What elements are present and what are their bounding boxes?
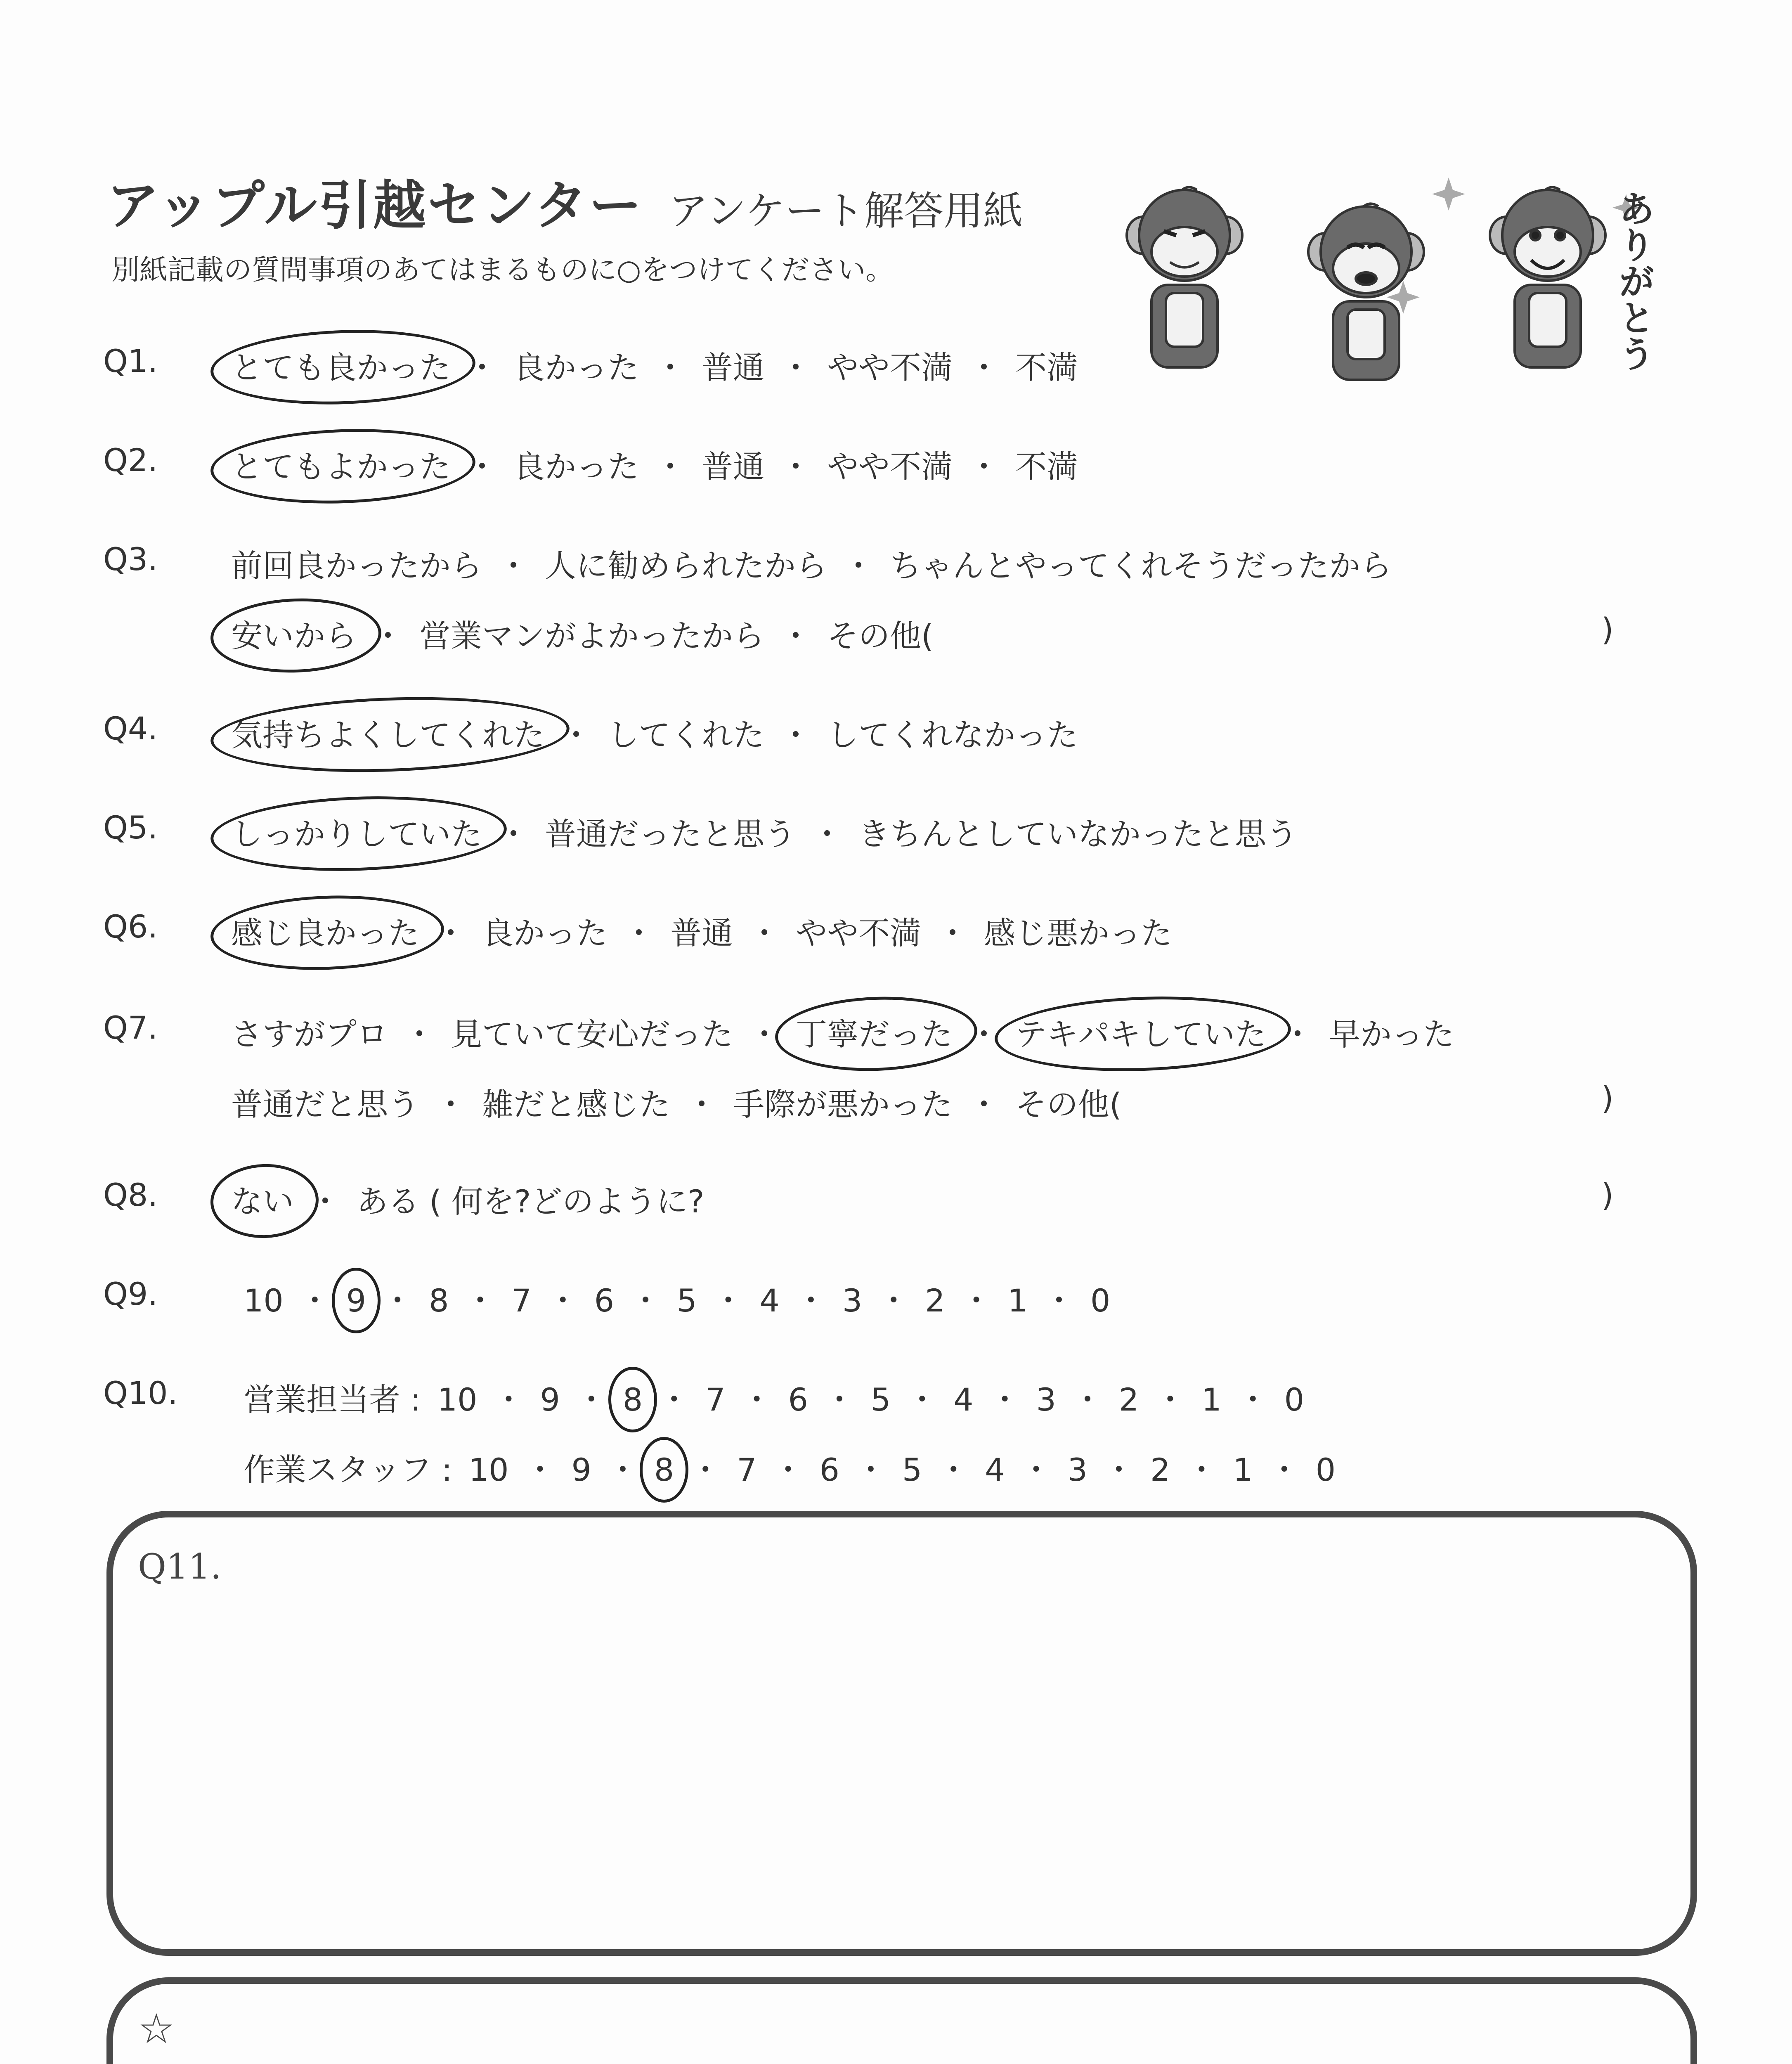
q9-score[interactable]: 5 (677, 1282, 697, 1319)
q11-label: Q11. (138, 1546, 222, 1587)
q5-option[interactable]: きちんとしていなかったと思う (858, 816, 1298, 852)
star-icon: ☆ (138, 2005, 175, 2053)
q10-staff-score[interactable]: 1 (1233, 1451, 1253, 1488)
q9-score[interactable]: 1 (1007, 1282, 1028, 1319)
q1-option[interactable]: やや不満 (827, 349, 953, 386)
q4-options: 気持ちよくしてくれた ・ してくれた ・ してくれなかった (231, 710, 1078, 755)
q9-score[interactable]: 8 (429, 1282, 449, 1319)
q8-label: Q8. (103, 1176, 158, 1213)
q3-option[interactable]: ちゃんとやってくれそうだったから (890, 547, 1392, 584)
q10-staff-label: 作業スタッフ : (244, 1451, 452, 1488)
q7-options-line2: 普通だと思う ・ 雑だと感じた ・ 手際が悪かった ・ その他( (231, 1079, 1122, 1124)
q2-option[interactable]: 良かった (513, 448, 639, 485)
q3-options-line1: 前回良かったから ・ 人に勧められたから ・ ちゃんとやってくれそうだったから (231, 541, 1392, 586)
q7-option-selected[interactable]: テキパキしていた (1015, 1009, 1266, 1054)
form-title: アップル引越センター (106, 175, 643, 237)
q6-label: Q6. (103, 908, 158, 945)
q7-option[interactable]: 普通だと思う (231, 1086, 419, 1123)
q10-sales-score[interactable]: 4 (953, 1381, 974, 1418)
q5-label: Q5. (103, 809, 158, 846)
q8-option[interactable]: ある ( 何を?どのように? (357, 1183, 705, 1220)
monkey-mascots-illustration (1114, 173, 1684, 388)
monkey-1-icon (1127, 187, 1242, 367)
q3-option-other[interactable]: その他( (827, 618, 934, 654)
q7-option-other[interactable]: その他( (1015, 1086, 1122, 1123)
q11-comment-box[interactable] (106, 1511, 1697, 1956)
q5-option[interactable]: 普通だったと思う (545, 816, 796, 852)
q10-staff-score[interactable]: 2 (1150, 1451, 1170, 1488)
q1-label: Q1. (103, 343, 158, 379)
q2-option-selected[interactable]: とてもよかった (231, 442, 451, 487)
q6-option[interactable]: 普通 (670, 915, 733, 952)
q7-option[interactable]: 手際が悪かった (733, 1086, 953, 1123)
q10-sales-score[interactable]: 9 (540, 1381, 560, 1418)
q10-sales-score[interactable]: 2 (1119, 1381, 1139, 1418)
q1-option[interactable]: 良かった (513, 349, 639, 386)
q8-close-paren: ) (1601, 1176, 1614, 1213)
q2-option[interactable]: やや不満 (827, 448, 953, 485)
q6-option[interactable]: 良かった (482, 915, 608, 952)
q8-option-selected[interactable]: ない (231, 1176, 294, 1221)
q6-options: 感じ良かった ・ 良かった ・ 普通 ・ やや不満 ・ 感じ悪かった (231, 908, 1172, 953)
q10-sales-score[interactable]: 7 (705, 1381, 726, 1418)
q5-options: しっかりしていた ・ 普通だったと思う ・ きちんとしていなかったと思う (231, 809, 1298, 854)
q10-staff-score[interactable]: 0 (1315, 1451, 1336, 1488)
q10-sales-score[interactable]: 10 (437, 1381, 478, 1418)
q9-label: Q9. (103, 1276, 158, 1312)
q2-option[interactable]: 不満 (1015, 448, 1078, 485)
q4-option[interactable]: してくれなかった (827, 717, 1078, 753)
q10-staff-score[interactable]: 5 (902, 1451, 922, 1488)
q1-option[interactable]: 普通 (702, 349, 764, 386)
q9-score[interactable]: 7 (511, 1282, 532, 1319)
q2-label: Q2. (103, 442, 158, 478)
q10-sales-label: 営業担当者 : (244, 1381, 421, 1418)
q2-option[interactable]: 普通 (702, 448, 764, 485)
q10-staff-score[interactable]: 4 (985, 1451, 1005, 1488)
q4-label: Q4. (103, 710, 158, 747)
star-comment-box[interactable] (106, 1977, 1697, 2064)
q10-sales-score[interactable]: 5 (870, 1381, 891, 1418)
q9-score[interactable]: 3 (842, 1282, 863, 1319)
monkey-3-icon (1490, 187, 1605, 367)
q9-score[interactable]: 0 (1090, 1282, 1111, 1319)
q4-option-selected[interactable]: 気持ちよくしてくれた (231, 710, 545, 755)
q1-option-selected[interactable]: とても良かった (231, 343, 451, 388)
instruction-text: 別紙記載の質問事項のあてはまるものに○をつけてください。 (111, 254, 894, 286)
q10-sales-score-selected[interactable]: 8 (622, 1381, 643, 1418)
q10-staff-score-selected[interactable]: 8 (654, 1451, 674, 1488)
q10-label: Q10. (103, 1375, 178, 1411)
q10-staff-score[interactable]: 10 (468, 1451, 509, 1488)
form-subtitle: アンケート解答用紙 (669, 188, 1023, 234)
q10-sales-score[interactable]: 1 (1201, 1381, 1222, 1418)
q9-scale: 10 ・ 9 ・ 8 ・ 7 ・ 6 ・ 5 ・ 4 ・ 3 ・ 2 ・ 1 ・ 0 (244, 1282, 1111, 1319)
q9-score[interactable]: 6 (594, 1282, 615, 1319)
q7-options-line1: さすがプロ ・ 見ていて安心だった ・ 丁寧だった ・ テキパキしていた ・ 早かった (231, 1009, 1454, 1054)
q10-staff-score[interactable]: 7 (737, 1451, 757, 1488)
q3-option[interactable]: 人に勧められたから (545, 547, 827, 584)
q5-option-selected[interactable]: しっかりしていた (231, 809, 482, 854)
q3-label: Q3. (103, 541, 158, 578)
q7-label: Q7. (103, 1009, 158, 1046)
q7-option-selected[interactable]: 丁寧だった (796, 1009, 953, 1054)
q10-sales-row: 営業担当者 : 10 ・ 9 ・ 8 ・ 7 ・ 6 ・ 5 ・ 4 ・ 3 ・ 2 ・ 1 ・ 0 (244, 1375, 1304, 1420)
q1-options: とても良かった ・ 良かった ・ 普通 ・ やや不満 ・ 不満 (231, 343, 1078, 388)
q10-sales-score[interactable]: 3 (1036, 1381, 1056, 1418)
q2-options: とてもよかった ・ 良かった ・ 普通 ・ やや不満 ・ 不満 (231, 442, 1078, 487)
q9-score[interactable]: 4 (759, 1282, 780, 1319)
q1-option[interactable]: 不満 (1015, 349, 1078, 386)
q10-staff-row: 作業スタッフ : 10 ・ 9 ・ 8 ・ 7 ・ 6 ・ 5 ・ 4 ・ 3 ・ 2 ・ 1 ・ 0 (244, 1445, 1336, 1490)
q3-option[interactable]: 前回良かったから (231, 547, 482, 584)
q7-option[interactable]: さすがプロ (231, 1016, 388, 1053)
q3-option-selected[interactable]: 安いから (231, 611, 357, 656)
q7-option[interactable]: 見ていて安心だった (451, 1016, 733, 1053)
q9-score[interactable]: 10 (244, 1282, 284, 1319)
q10-staff-score[interactable]: 9 (571, 1451, 591, 1488)
q10-staff-score[interactable]: 3 (1067, 1451, 1087, 1488)
q10-staff-score[interactable]: 6 (819, 1451, 839, 1488)
q6-option-selected[interactable]: 感じ良かった (231, 908, 419, 953)
q10-sales-score[interactable]: 6 (788, 1381, 808, 1418)
q8-options: ない ・ ある ( 何を?どのように? (231, 1176, 705, 1221)
q10-sales-score[interactable]: 0 (1284, 1381, 1305, 1418)
q7-option[interactable]: 早かった (1329, 1016, 1454, 1053)
q3-close-paren: ) (1601, 611, 1614, 648)
q7-close-paren: ) (1601, 1079, 1614, 1116)
q3-options-line2: 安いから ・ 営業マンがよかったから ・ その他( (231, 611, 934, 656)
q3-option[interactable]: 営業マンがよかったから (419, 618, 764, 654)
q4-option[interactable]: してくれた (608, 717, 764, 753)
arigatou-text: ありがとう (1613, 190, 1655, 372)
q6-option[interactable]: やや不満 (796, 915, 921, 952)
q9-score[interactable]: 2 (925, 1282, 945, 1319)
q7-option[interactable]: 雑だと感じた (482, 1086, 670, 1123)
q9-score-selected[interactable]: 9 (346, 1282, 366, 1319)
q6-option[interactable]: 感じ悪かった (984, 915, 1172, 952)
